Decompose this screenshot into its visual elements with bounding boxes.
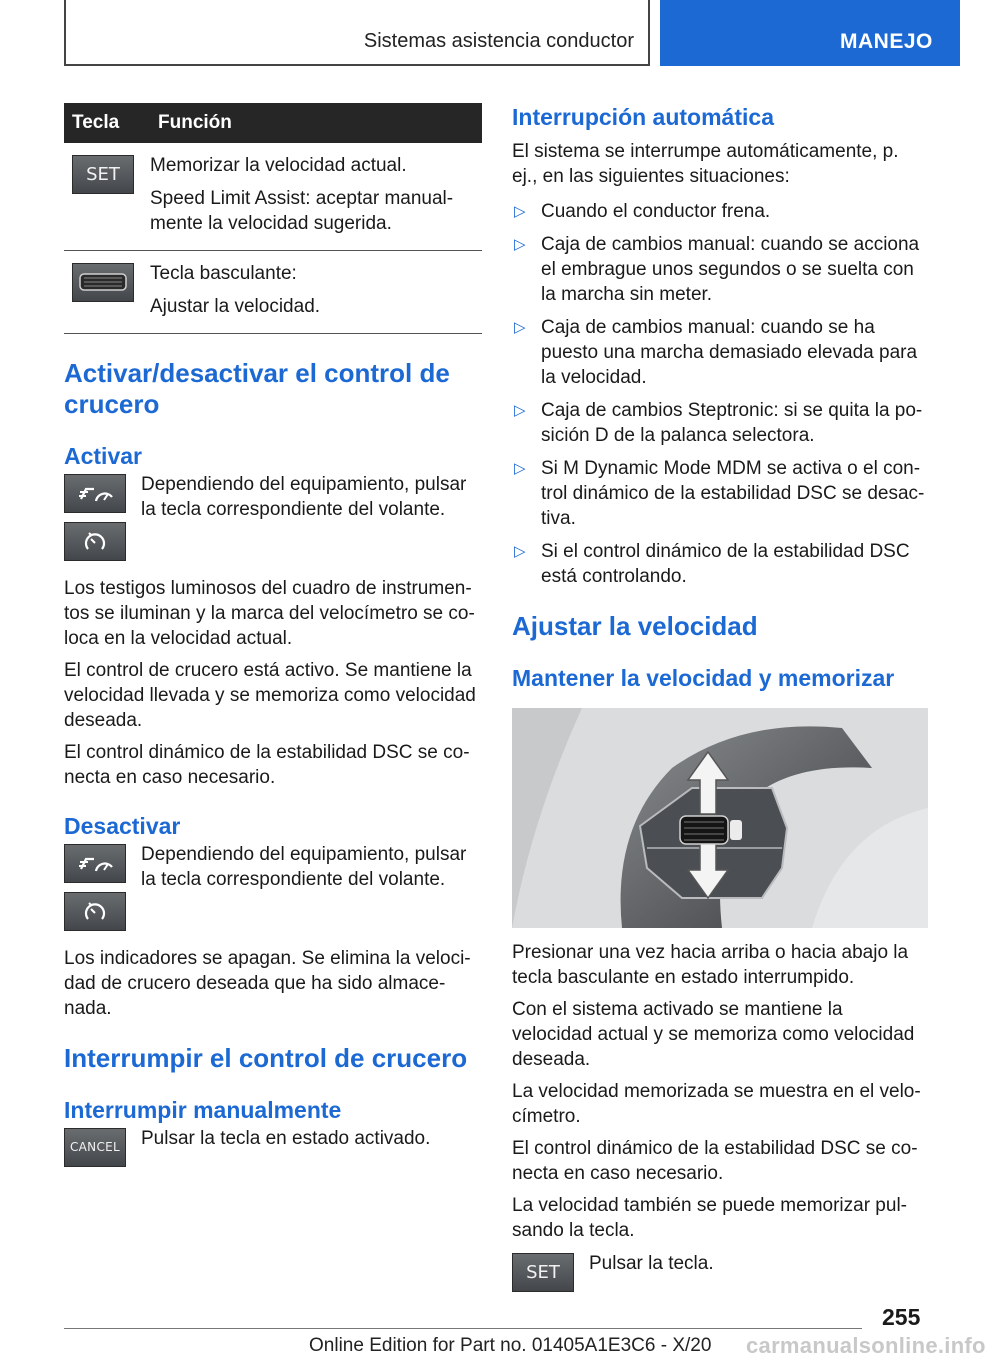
heading-activar: Activar: [64, 443, 142, 469]
speed-limiter-key-icon: [64, 892, 126, 931]
cancel-key-text: Pulsar la tecla en estado activado.: [141, 1128, 431, 1149]
set-key-text: Pulsar la tecla.: [589, 1253, 714, 1274]
cancel-key-icon: CANCEL: [64, 1128, 126, 1167]
heading-mantener-velocidad: Mantener la velocidad y memorizar: [512, 665, 895, 691]
table-header-key: Tecla: [64, 103, 144, 143]
key-function-table: [64, 103, 482, 334]
heading-desactivar: Desactivar: [64, 813, 181, 839]
set-key-row: [512, 1251, 928, 1291]
triangle-bullet-icon: ▷: [514, 402, 526, 419]
table-row: [64, 251, 482, 334]
chapter-tab-label: MANEJO: [840, 30, 933, 53]
rocker-key-icon: [72, 263, 134, 302]
activar-key-row: [64, 472, 482, 564]
left-column: [64, 103, 482, 1166]
footer-divider: [64, 1328, 862, 1329]
speed-limiter-key-icon: [64, 522, 126, 561]
steering-wheel-buttons-image: [512, 708, 928, 928]
list-item: ▷ Caja de cambios manual: cuando se ha puesto una marcha demasiado elevada para la velocidad.: [514, 317, 918, 388]
paragraph: La velocidad memorizada se muestra en el velo-címetro.: [512, 1081, 921, 1127]
desactivar-key-text: Dependiendo del equipamiento, pulsar la tecla correspondiente del volante.: [141, 844, 467, 890]
triangle-bullet-icon: ▷: [514, 543, 526, 560]
heading-ajustar-velocidad: Ajustar la velocidad: [512, 611, 758, 641]
edition-text: Online Edition for Part no. 01405A1E3C6 - X/20: [309, 1335, 712, 1356]
activar-key-text: Dependiendo del equipamiento, pulsar la tecla correspondiente del volante.: [141, 474, 467, 520]
header-box: [64, 0, 650, 66]
table-cell-text: Memorizar la velocidad actual.: [150, 155, 407, 176]
triangle-bullet-icon: ▷: [514, 460, 526, 477]
triangle-bullet-icon: ▷: [514, 236, 526, 253]
paragraph: El control dinámico de la estabilidad DSC se co-necta en caso necesario.: [64, 742, 470, 788]
table-row: [64, 143, 482, 251]
set-key-icon: SET: [72, 155, 134, 194]
section-title: Sistemas asistencia conductor: [363, 30, 634, 52]
right-column: [512, 103, 928, 1291]
list-item: ▷ Si el control dinámico de la estabilidad DSC está controlando.: [514, 541, 910, 587]
triangle-bullet-icon: ▷: [514, 203, 526, 220]
triangle-bullet-icon: ▷: [514, 319, 526, 336]
heading-interrumpir: Interrumpir el control de crucero: [64, 1043, 468, 1073]
paragraph: El control de crucero está activo. Se mantiene la velocidad llevada y se memoriza como velocidad deseada.: [64, 660, 476, 731]
watermark: carmanualsonline.info: [746, 1333, 986, 1358]
auto-interrupt-list: [512, 199, 928, 589]
set-key-icon: SET: [512, 1253, 574, 1292]
list-item: ▷ Caja de cambios Steptronic: si se quita la po-sición D de la palanca selectora.: [514, 400, 923, 446]
cancel-key-row: [64, 1126, 482, 1166]
heading-activar-desactivar: Activar/desactivar el control de crucero: [64, 358, 450, 419]
heading-interrupcion-automatica: Interrupción automática: [512, 104, 774, 130]
cruise-control-key-icon: [64, 844, 126, 883]
page-number: 255: [882, 1304, 921, 1330]
desactivar-key-row: [64, 842, 482, 934]
paragraph: Los indicadores se apagan. Se elimina la veloci-dad de crucero deseada que ha sido almace-nada.: [64, 948, 471, 1019]
list-item: ▷ Si M Dynamic Mode MDM se activa o el con-trol dinámico de la estabilidad DSC se desac-tiva.: [514, 458, 925, 529]
paragraph: Presionar una vez hacia arriba o hacia abajo la tecla basculante en estado interrumpido.: [512, 942, 909, 988]
heading-interrumpir-manual: Interrumpir manualmente: [64, 1097, 342, 1123]
chapter-tab[interactable]: [660, 0, 960, 66]
cruise-control-key-icon: [64, 474, 126, 513]
paragraph: El control dinámico de la estabilidad DSC se co-necta en caso necesario.: [512, 1138, 918, 1184]
table-cell-text: Tecla basculante:: [150, 263, 297, 284]
paragraph: La velocidad también se puede memorizar pul-sando la tecla.: [512, 1195, 907, 1241]
list-item: ▷ Caja de cambios manual: cuando se acciona el embrague unos segundos o se suelta con la marcha sin meter.: [514, 234, 920, 305]
paragraph: El sistema se interrumpe automáticamente, p. ej., en las siguientes situaciones:: [512, 141, 899, 187]
table-cell-text: Ajustar la velocidad.: [150, 296, 321, 317]
paragraph: Los testigos luminosos del cuadro de instrumen-tos se iluminan y la marca del velocímetro se co-loca en la velocidad actual.: [64, 578, 475, 649]
table-header-function: Función: [144, 103, 482, 143]
list-item: ▷ Cuando el conductor frena.: [514, 201, 771, 222]
paragraph: Con el sistema activado se mantiene la velocidad actual y se memoriza como velocidad deseada.: [512, 999, 915, 1070]
table-cell-text: Speed Limit Assist: aceptar manual-mente la velocidad sugerida.: [150, 188, 454, 234]
